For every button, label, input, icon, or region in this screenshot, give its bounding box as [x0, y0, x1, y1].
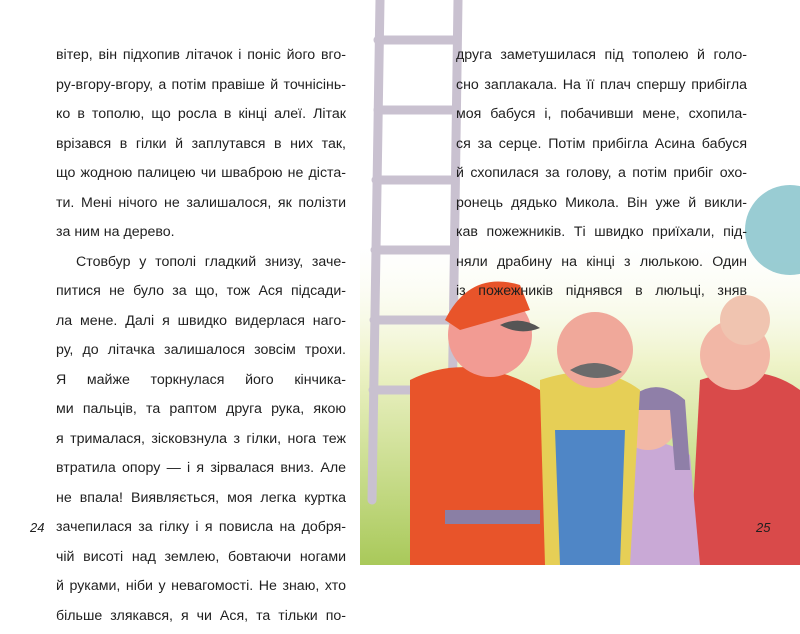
text-line: й руками, ніби у невагомості. Не знаю, хто [56, 575, 346, 605]
text-line: ронець дядько Микола. Він уже й викли- [456, 192, 747, 222]
text-line: зачепилася за гілку і я повисла на добря- [56, 516, 346, 546]
text-line: за ним на дерево. [56, 221, 346, 251]
text-line: із пожежників піднявся в люльці, зняв [456, 280, 747, 310]
text-line: й схопилася за голову, а потім прибіг охо- [456, 162, 747, 192]
text-line: вітер, він підхопив літачок і поніс його вго- [56, 44, 346, 74]
text-line: ла мене. Далі я швидко видерлася наго- [56, 310, 346, 340]
text-line: кав пожежників. Ті швидко приїхали, під- [456, 221, 747, 251]
text-line: сно заплакала. На її плач спершу прибігла [456, 74, 747, 104]
left-page-text [56, 44, 346, 634]
right-page-text [456, 44, 747, 310]
text-line: не впала! Виявляється, моя легка куртка [56, 487, 346, 517]
text-line: більше злякався, я чи Ася, та тільки по- [56, 605, 346, 634]
text-line: ти. Мені нічого не залишалося, як полізти [56, 192, 346, 222]
text-line: ми пальців, та раптом друга рука, якою [56, 398, 346, 428]
text-line: питися не було за що, тож Ася підсади- [56, 280, 346, 310]
page-number-right: 25 [756, 520, 770, 535]
text-line: Я майже торкнулася його кінчика- [56, 369, 346, 399]
text-line: Стовбур у тополі гладкий знизу, заче- [56, 251, 346, 281]
text-line: що жодною палицею чи шваброю не діста- [56, 162, 346, 192]
text-line: няли драбину на кінці з люлькою. Один [456, 251, 747, 281]
text-line: втратила опору — і я зірвалася вниз. Але [56, 457, 346, 487]
page-number-left: 24 [30, 520, 44, 535]
text-line: чій висоті над землею, бовтаючи ногами [56, 546, 346, 576]
text-line: моя бабуся і, побачивши мене, схопила- [456, 103, 747, 133]
text-line: ру-вгору-вгору, а потім правіше й точнісінь- [56, 74, 346, 104]
text-line: ру, до літачка залишалося зовсім трохи. [56, 339, 346, 369]
text-line: врізався в гілки й заплутався в них так, [56, 133, 346, 163]
text-line: ся за серце. Потім прибігла Асина бабуся [456, 133, 747, 163]
text-line: друга заметушилася під тополею й голо- [456, 44, 747, 74]
text-line: я трималася, зісковзнула з гілки, нога теж [56, 428, 346, 458]
text-line: ко в тополю, що росла в кінці алеї. Літак [56, 103, 346, 133]
